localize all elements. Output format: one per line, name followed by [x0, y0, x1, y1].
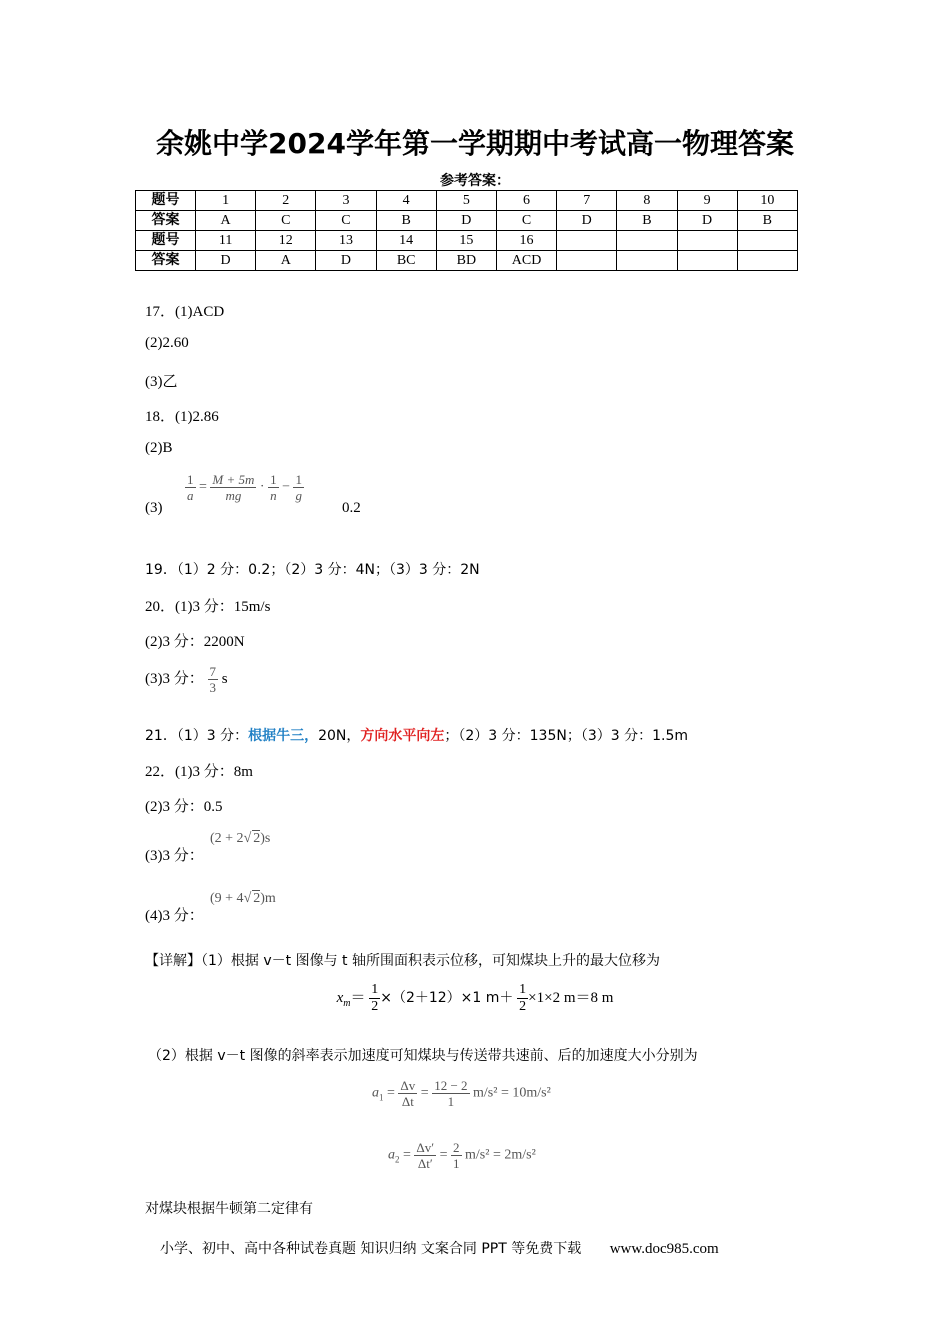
table-cell: 2: [256, 191, 316, 211]
q18-formula: $\frac{1}{a}$ = $\frac{M + 5m}{mg}$ · $\frac{1}{n}$ − $\frac{1}{g}$: [187, 472, 302, 503]
table-cell: D: [196, 251, 256, 271]
table-cell: 8: [617, 191, 677, 211]
q20-part2: (2)3 分：2200N: [145, 634, 245, 650]
fraction: $\frac{\Delta v'}{\Delta t'}$: [416, 1140, 435, 1171]
a1-equation: $a_1$ = $\frac{\Delta v}{\Delta t}$ = $\frac{12 - 2}{1}$ m/s² = 10m/s²: [372, 1078, 551, 1109]
q22-part4-label: (4)3 分：: [145, 908, 204, 924]
highlight-red: 方向水平向左: [360, 728, 445, 744]
q19-answer: 19．（1）2 分：0.2；（2）3 分：4N；（3）3 分：2N: [145, 562, 480, 578]
subtitle: 参考答案：: [440, 173, 510, 189]
table-cell: [737, 231, 797, 251]
table-cell: 16: [496, 231, 556, 251]
table-cell: 6: [496, 191, 556, 211]
q18-part3-value: 0.2: [342, 500, 361, 516]
table-cell: 7: [557, 191, 617, 211]
fraction: $\frac{7}{3}$: [209, 664, 216, 695]
q20-part3-label: (3)3 分：: [145, 670, 204, 687]
table-cell: 1: [196, 191, 256, 211]
a2-equation: $a_2$ = $\frac{\Delta v'}{\Delta t'}$ = $\frac{2}{1}$ m/s² = 2m/s²: [388, 1140, 536, 1171]
fraction: $\frac{1}{a}$: [187, 472, 194, 503]
table-cell: 4: [376, 191, 436, 211]
footer-text: 小学、初中、高中各种试卷真题 知识归纳 文案合同 PPT 等免费下载: [160, 1241, 582, 1257]
table-cell: 11: [196, 231, 256, 251]
q17-part1: 17．(1)ACD: [145, 304, 225, 320]
table-cell: D: [677, 211, 737, 231]
fraction: $\frac{\Delta v}{\Delta t}$: [400, 1078, 416, 1109]
answer-table: [135, 190, 798, 271]
table-cell: 5: [436, 191, 496, 211]
table-cell: D: [436, 211, 496, 231]
table-cell: BD: [436, 251, 496, 271]
table-cell: 9: [677, 191, 737, 211]
table-cell: 13: [316, 231, 376, 251]
row-label: 答案: [136, 211, 196, 231]
table-cell: [677, 231, 737, 251]
table-row-numbers-1: [136, 191, 798, 211]
table-cell: ACD: [496, 251, 556, 271]
table-row-answers-1: [136, 211, 798, 231]
table-cell: B: [617, 211, 677, 231]
table-cell: 15: [436, 231, 496, 251]
q21-answer: 21．（1）3 分：根据牛三，20N，方向水平向左；（2）3 分：135N；（3）3 分：1.5m: [145, 728, 689, 744]
q17-part2: (2)2.60: [145, 335, 189, 351]
fraction: $\frac{2}{1}$: [453, 1140, 460, 1171]
fraction: $\frac{1}{n}$: [270, 472, 277, 503]
q18-part1: 18．(1)2.86: [145, 409, 219, 425]
fraction: $\frac{1}{2}$: [371, 982, 379, 1014]
table-cell: A: [256, 251, 316, 271]
q20-part3: [145, 664, 228, 695]
row-label: 题号: [136, 191, 196, 211]
table-cell: BC: [376, 251, 436, 271]
table-row-answers-2: [136, 251, 798, 271]
detail-line-1: 【详解】（1）根据 v－t 图像与 t 轴所围面积表示位移，可知煤块上升的最大位移为: [145, 953, 660, 969]
table-cell: B: [376, 211, 436, 231]
table-cell: B: [737, 211, 797, 231]
fraction: $\frac{1}{g}$: [295, 472, 302, 503]
footer-link[interactable]: www.doc985.com: [609, 1241, 719, 1257]
table-cell: [557, 231, 617, 251]
xm-equation: $x_m=$ $\frac{1}{2}$ ×（2＋12）×1 m＋ $\frac{1}{2}$ ×1×2 m＝8 m: [336, 982, 614, 1014]
table-cell: D: [316, 251, 376, 271]
row-label: 答案: [136, 251, 196, 271]
q22-part3-label: (3)3 分：: [145, 848, 204, 864]
table-cell: [737, 251, 797, 271]
highlight-blue: 根据牛三，: [248, 728, 319, 744]
detail-line-2: （2）根据 v－t 图像的斜率表示加速度可知煤块与传送带共速前、后的加速度大小分别为: [148, 1048, 698, 1064]
table-cell: 10: [737, 191, 797, 211]
fraction: $\frac{1}{2}$: [519, 982, 527, 1014]
table-cell: D: [557, 211, 617, 231]
q18-part2: (2)B: [145, 440, 173, 456]
page-title: 余姚中学2024学年第一学期期中考试高一物理答案: [156, 127, 794, 160]
fraction: $\frac{M + 5m}{mg}$: [212, 472, 255, 503]
table-cell: [617, 251, 677, 271]
table-cell: 12: [256, 231, 316, 251]
table-cell: 3: [316, 191, 376, 211]
table-cell: [617, 231, 677, 251]
q22-part3-formula: (2 + 2√ 2)s: [210, 831, 271, 846]
q20-part1: 20．(1)3 分：15m/s: [145, 599, 271, 615]
table-cell: C: [496, 211, 556, 231]
footer: [160, 1238, 719, 1258]
q17-part3: (3)乙: [145, 374, 178, 390]
fraction: $\frac{12 - 2}{1}$: [434, 1078, 468, 1109]
q22-part1: 22．(1)3 分：8m: [145, 764, 253, 780]
q20-part3-unit: s: [221, 670, 228, 687]
table-row-numbers-2: [136, 231, 798, 251]
table-cell: A: [196, 211, 256, 231]
q22-part4-formula: (9 + 4√ 2)m: [210, 891, 276, 906]
q22-part2: (2)3 分：0.5: [145, 799, 223, 815]
row-label: 题号: [136, 231, 196, 251]
detail-line-3: 对煤块根据牛顿第二定律有: [145, 1201, 313, 1217]
q18-part3-label: (3): [145, 500, 163, 516]
table-cell: 14: [376, 231, 436, 251]
table-cell: C: [316, 211, 376, 231]
table-cell: [557, 251, 617, 271]
table-cell: [677, 251, 737, 271]
table-cell: C: [256, 211, 316, 231]
